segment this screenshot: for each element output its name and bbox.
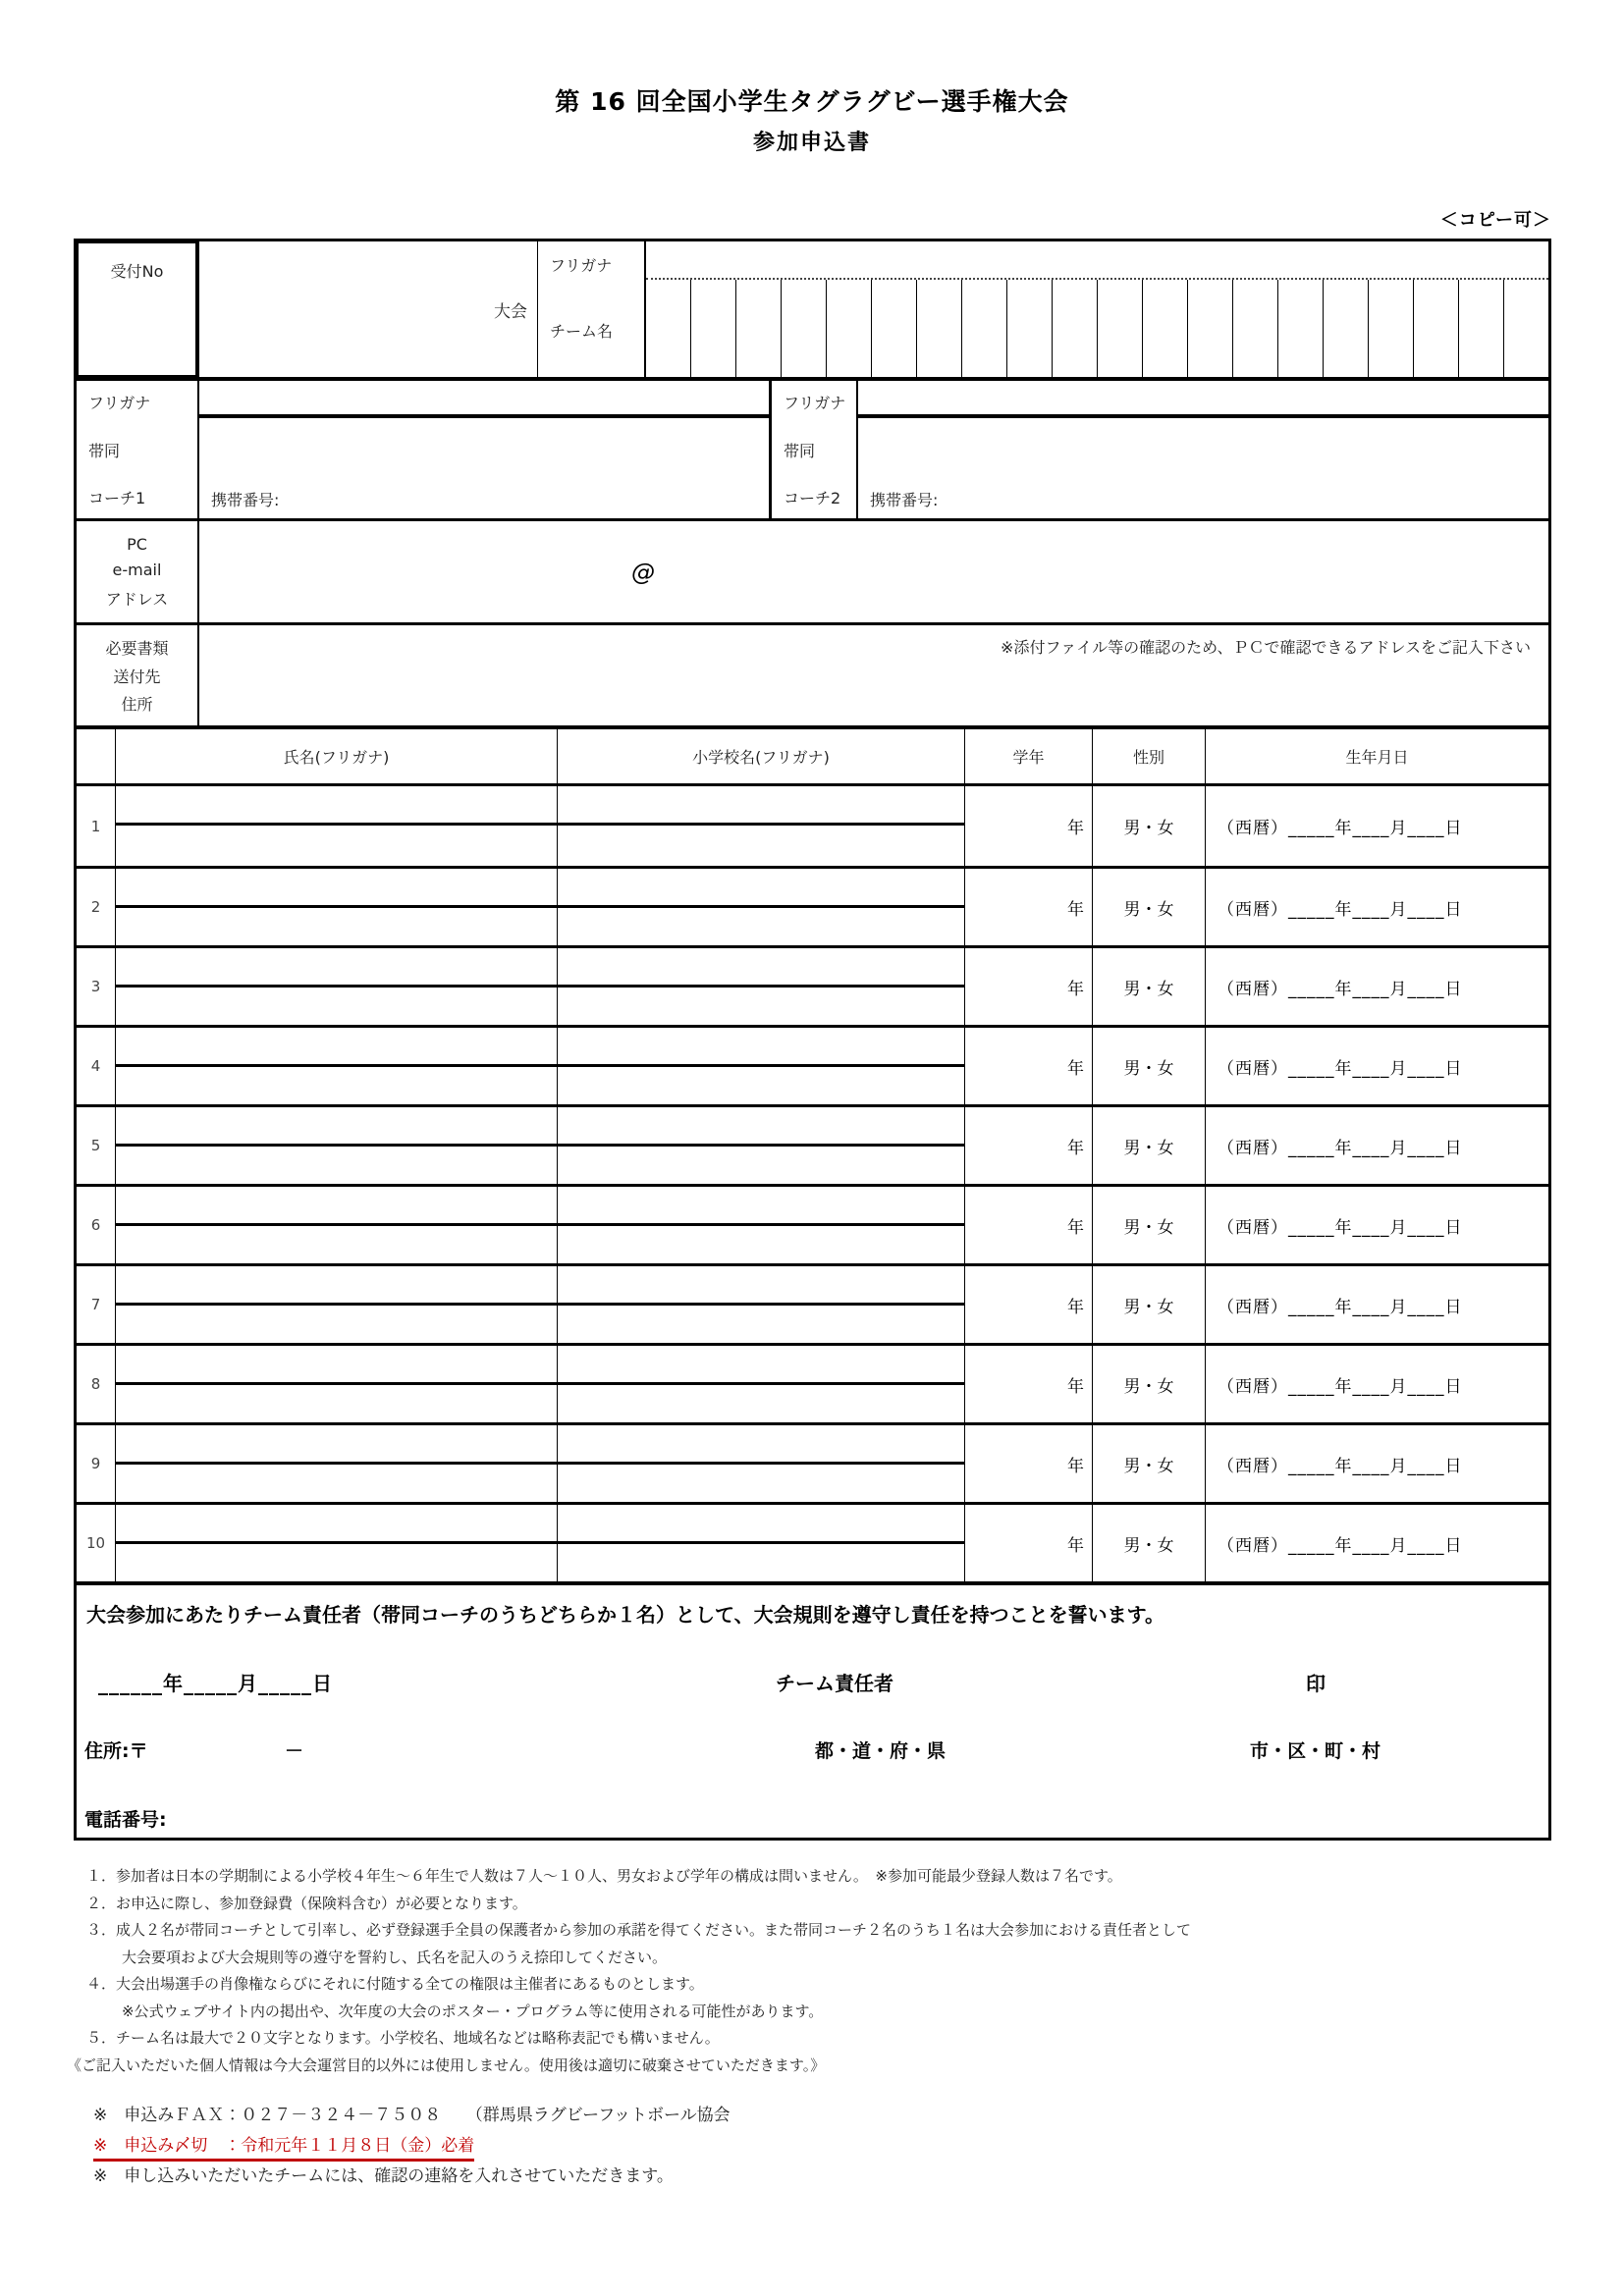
team-name-box[interactable] (826, 280, 871, 377)
player-name-field[interactable] (116, 988, 557, 1025)
at-symbol: @ (631, 558, 655, 586)
player-school-furigana-field[interactable] (558, 1187, 964, 1226)
email-label-line3: アドレス (105, 589, 169, 609)
player-name-field[interactable] (116, 826, 557, 866)
email-label-line1: PC (127, 534, 147, 554)
player-row (77, 866, 1548, 945)
player-school-field[interactable] (558, 1465, 964, 1502)
title-block (0, 82, 1624, 156)
reception-no-label: 受付No (110, 262, 164, 281)
player-school-cell (558, 869, 965, 945)
player-grade-field[interactable]: 年 (965, 786, 1093, 866)
player-school-furigana-field[interactable] (558, 869, 964, 908)
notes-section (67, 1863, 1589, 2079)
documents-note: ※添付ファイル等の確認のため、ＰＣで確認できるアドレスをご記入下さい (1001, 638, 1531, 657)
team-name-boxes (646, 278, 1548, 377)
pledge-section (77, 1581, 1548, 1838)
email-field[interactable] (199, 521, 1548, 622)
team-furigana-field[interactable] (646, 241, 1548, 278)
note-line: 大会要項および大会規則等の遵守を誓約し、氏名を記入のうえ捺印してください。 (122, 1948, 668, 1966)
coach2-furigana-field[interactable] (858, 381, 1548, 418)
player-school-furigana-field[interactable] (558, 948, 964, 988)
documents-address-field[interactable] (199, 625, 1548, 725)
player-number: 5 (77, 1107, 116, 1184)
coach1-label-line2: コーチ1 (88, 489, 146, 507)
team-name-grid (646, 241, 1548, 377)
player-grade-field[interactable]: 年 (965, 948, 1093, 1025)
player-grade-field[interactable]: 年 (965, 1107, 1093, 1184)
player-row (77, 1025, 1548, 1104)
form-title: 第 16 回全国小学生タグラグビー選手権大会 (555, 87, 1069, 116)
team-name-label: チーム名 (550, 322, 614, 341)
coach2-phone-label: 携帯番号: (870, 491, 939, 509)
email-label-cell (77, 521, 199, 622)
player-name-furigana-field[interactable] (116, 948, 557, 988)
player-sex-field[interactable]: 男・女 (1093, 1425, 1206, 1502)
team-name-box[interactable] (1368, 280, 1413, 377)
coach1-furigana-field[interactable] (199, 381, 769, 418)
player-sex-field[interactable]: 男・女 (1093, 1505, 1206, 1581)
coach-section (77, 377, 1548, 518)
coach2-name-field[interactable] (858, 418, 1548, 518)
player-sex-field[interactable]: 男・女 (1093, 1266, 1206, 1343)
note-line: ３．成人２名が帯同コーチとして引率し、必ず登録選手全員の保護者から参加の承諾を得てください。また帯同コーチ２名のうち１名は大会参加における責任者として (86, 1921, 1192, 1939)
player-name-cell (116, 1505, 558, 1581)
player-school-furigana-field[interactable] (558, 1107, 964, 1147)
team-furigana-label: フリガナ (550, 256, 613, 275)
team-name-box[interactable] (735, 280, 781, 377)
confirmation-line: ※ 申し込みいただいたチームには、確認の連絡を入れさせていただきます。 (93, 2166, 674, 2186)
player-sex-field[interactable]: 男・女 (1093, 1346, 1206, 1422)
coach1-name-field[interactable] (199, 418, 769, 518)
player-row (77, 1104, 1548, 1184)
pledge-statement: 大会参加にあたりチーム責任者（帯同コーチのうちどちらか１名）として、大会規則を遵守し責任を持つことを誓います。 (86, 1603, 1164, 1627)
note-line: ２．お申込に際し、参加登録費（保険料含む）が必要となります。 (86, 1894, 527, 1912)
player-row (77, 1422, 1548, 1502)
player-name-field[interactable] (116, 1385, 557, 1422)
player-number: 2 (77, 869, 116, 945)
player-name-field[interactable] (116, 1067, 557, 1104)
player-school-cell (558, 1266, 965, 1343)
player-school-furigana-field[interactable] (558, 1266, 964, 1306)
player-school-furigana-field[interactable] (558, 1425, 964, 1465)
team-name-box[interactable] (1142, 280, 1187, 377)
team-name-box[interactable] (1277, 280, 1323, 377)
coach1-content (199, 381, 772, 518)
email-label-line2: e-mail (112, 561, 162, 579)
player-number: 6 (77, 1187, 116, 1263)
player-name-field[interactable] (116, 1465, 557, 1502)
player-name-cell (116, 1187, 558, 1263)
player-school-field[interactable] (558, 908, 964, 945)
coach2-furigana-label: フリガナ (784, 394, 846, 412)
coach2-content (858, 381, 1548, 518)
player-birth-field[interactable]: （西暦）_____年____月____日 (1218, 1535, 1463, 1556)
player-grade-field[interactable]: 年 (965, 869, 1093, 945)
documents-label-line2: 送付先 (113, 667, 161, 686)
seal-label: 印 (1306, 1672, 1326, 1695)
header-name: 氏名(フリガナ) (116, 729, 558, 783)
player-name-cell (116, 1425, 558, 1502)
players-table (77, 725, 1548, 1581)
player-school-cell (558, 1028, 965, 1104)
player-sex-field[interactable]: 男・女 (1093, 786, 1206, 866)
footer-section (93, 2101, 731, 2192)
team-name-label-cell (538, 241, 646, 377)
player-name-furigana-field[interactable] (116, 1187, 557, 1226)
tournament-name-field[interactable] (199, 241, 538, 377)
player-school-furigana-field[interactable] (558, 1346, 964, 1385)
player-row (77, 1184, 1548, 1263)
team-name-box[interactable] (961, 280, 1006, 377)
player-name-furigana-field[interactable] (116, 1028, 557, 1067)
player-grade-field[interactable]: 年 (965, 1266, 1093, 1343)
prefecture-label: 都・道・府・県 (815, 1740, 947, 1762)
coach1-label-line1: 帯同 (88, 441, 121, 460)
player-sex-field[interactable]: 男・女 (1093, 948, 1206, 1025)
player-school-cell (558, 786, 965, 866)
player-grade-field[interactable]: 年 (965, 1187, 1093, 1263)
team-name-box[interactable] (646, 280, 690, 377)
postal-code-hyphen: － (285, 1740, 304, 1762)
player-birth-field[interactable]: （西暦）_____年____月____日 (1218, 1217, 1463, 1238)
player-school-field[interactable] (558, 1067, 964, 1104)
note-line: ５．チーム名は最大で２０文字となります。小学校名、地域名などは略称表記でも構いません。 (86, 2029, 720, 2047)
note-line: ４．大会出場選手の肖像権ならびにそれに付随する全ての権限は主催者にあるものとします。 (86, 1975, 704, 1993)
player-name-cell (116, 1028, 558, 1104)
player-name-cell (116, 869, 558, 945)
player-school-cell (558, 1505, 965, 1581)
coach1-furigana-label: フリガナ (88, 394, 151, 412)
player-birth-field[interactable]: （西暦）_____年____月____日 (1218, 1297, 1463, 1317)
player-name-field[interactable] (116, 908, 557, 945)
player-school-field[interactable] (558, 826, 964, 866)
header-number-cell (77, 729, 116, 783)
copy-allowed-note: ＜コピー可＞ (1439, 210, 1551, 231)
application-form-table (74, 239, 1551, 1841)
pledge-date-field[interactable]: ______年_____月_____日 (98, 1672, 333, 1695)
player-school-cell (558, 1425, 965, 1502)
player-school-cell (558, 1187, 965, 1263)
header-birth: 生年月日 (1345, 748, 1409, 767)
player-school-cell (558, 1107, 965, 1184)
player-name-field[interactable] (116, 1147, 557, 1184)
coach2-label-cell (772, 381, 858, 518)
coach1-phone-label: 携帯番号: (211, 491, 280, 509)
player-birth-field[interactable]: （西暦）_____年____月____日 (1218, 979, 1463, 999)
player-number: 9 (77, 1425, 116, 1502)
header-school: 小学校名(フリガナ) (558, 729, 965, 783)
player-grade-field[interactable]: 年 (965, 1028, 1093, 1104)
player-school-furigana-field[interactable] (558, 1505, 964, 1544)
coach2-label-line2: コーチ2 (784, 489, 841, 507)
city-label: 市・区・町・村 (1250, 1740, 1381, 1762)
player-birth-field[interactable]: （西暦）_____年____月____日 (1218, 819, 1463, 838)
player-name-furigana-field[interactable] (116, 786, 557, 826)
players-rows (77, 786, 1548, 1581)
header-sex: 性別 (1093, 729, 1206, 783)
player-row (77, 945, 1548, 1025)
player-name-furigana-field[interactable] (116, 1346, 557, 1385)
team-responsible-label: チーム責任者 (776, 1672, 893, 1695)
player-number: 3 (77, 948, 116, 1025)
player-grade-field[interactable]: 年 (965, 1346, 1093, 1422)
player-school-field[interactable] (558, 1306, 964, 1343)
team-name-box[interactable] (1503, 280, 1548, 377)
player-sex-field[interactable]: 男・女 (1093, 1028, 1206, 1104)
player-sex-field[interactable]: 男・女 (1093, 1107, 1206, 1184)
player-birth-field[interactable]: （西暦）_____年____月____日 (1218, 1058, 1463, 1079)
address-label: 住所:〒 (84, 1740, 148, 1762)
player-name-cell (116, 948, 558, 1025)
player-number: 7 (77, 1266, 116, 1343)
team-name-box[interactable] (916, 280, 961, 377)
documents-label-line1: 必要書類 (105, 639, 169, 659)
player-grade-field[interactable]: 年 (965, 1425, 1093, 1502)
header-grade: 学年 (965, 729, 1093, 783)
player-school-field[interactable] (558, 1226, 964, 1263)
player-school-furigana-field[interactable] (558, 1028, 964, 1067)
documents-label-cell (77, 625, 199, 725)
documents-address-section (77, 622, 1548, 725)
team-name-box[interactable] (1232, 280, 1277, 377)
reception-no-cell[interactable] (77, 241, 199, 377)
player-name-cell (116, 786, 558, 866)
player-number: 8 (77, 1346, 116, 1422)
player-row (77, 1263, 1548, 1343)
fax-line: ※ 申込みＦＡＸ：０２７－３２４－７５０８ （群馬県ラグビーフットボール協会 (93, 2106, 731, 2125)
player-school-cell (558, 948, 965, 1025)
player-row (77, 786, 1548, 866)
player-birth-field[interactable]: （西暦）_____年____月____日 (1218, 899, 1463, 920)
team-name-box[interactable] (1097, 280, 1142, 377)
team-name-box[interactable] (1323, 280, 1368, 377)
email-section (77, 518, 1548, 622)
player-birth-field[interactable]: （西暦）_____年____月____日 (1218, 1456, 1463, 1476)
coach1-label-cell (77, 381, 199, 518)
team-name-box[interactable] (1052, 280, 1097, 377)
player-number: 1 (77, 786, 116, 866)
player-name-furigana-field[interactable] (116, 1425, 557, 1465)
player-birth-field[interactable]: （西暦）_____年____月____日 (1218, 1376, 1463, 1397)
player-name-cell (116, 1107, 558, 1184)
privacy-note: 《ご記入いただいた個人情報は今大会運営目的以外には使用しません。使用後は適切に破棄させていただきます。》 (67, 2056, 826, 2074)
form-subtitle: 参加申込書 (752, 131, 871, 155)
player-school-cell (558, 1346, 965, 1422)
player-name-cell (116, 1346, 558, 1422)
player-sex-field[interactable]: 男・女 (1093, 1187, 1206, 1263)
team-name-box[interactable] (1006, 280, 1052, 377)
player-row (77, 1502, 1548, 1581)
note-line: １．参加者は日本の学期制による小学校４年生～６年生で人数は７人～１０人、男女および学年の構成は問いません。 ※参加可能最少登録人数は７名です。 (86, 1867, 1122, 1885)
player-grade-field[interactable]: 年 (965, 1505, 1093, 1581)
team-name-box[interactable] (1187, 280, 1232, 377)
team-name-box[interactable] (690, 280, 735, 377)
team-name-box[interactable] (1458, 280, 1503, 377)
player-name-furigana-field[interactable] (116, 1505, 557, 1544)
player-name-cell (116, 1266, 558, 1343)
player-name-field[interactable] (116, 1544, 557, 1581)
player-name-furigana-field[interactable] (116, 869, 557, 908)
player-number: 10 (77, 1505, 116, 1581)
player-school-field[interactable] (558, 988, 964, 1025)
coach2-label-line1: 帯同 (784, 441, 816, 460)
player-name-field[interactable] (116, 1226, 557, 1263)
deadline-line: ※ 申込み〆切 ：令和元年１１月８日（金）必着 (93, 2131, 731, 2162)
team-name-box[interactable] (871, 280, 916, 377)
player-school-field[interactable] (558, 1147, 964, 1184)
players-header-row (77, 729, 1548, 786)
player-name-field[interactable] (116, 1306, 557, 1343)
team-name-section (77, 241, 1548, 377)
phone-number-label: 電話番号: (84, 1809, 167, 1831)
player-birth-field[interactable]: （西暦）_____年____月____日 (1218, 1138, 1463, 1158)
player-row (77, 1343, 1548, 1422)
player-name-furigana-field[interactable] (116, 1107, 557, 1147)
player-name-furigana-field[interactable] (116, 1266, 557, 1306)
note-line: ※公式ウェブサイト内の掲出や、次年度の大会のポスター・プログラム等に使用される可能性があります。 (122, 2002, 824, 2020)
tournament-label: 大会 (494, 301, 527, 322)
team-name-box[interactable] (781, 280, 826, 377)
documents-label-line3: 住所 (121, 694, 153, 714)
team-name-box[interactable] (1413, 280, 1458, 377)
player-school-field[interactable] (558, 1544, 964, 1581)
player-school-furigana-field[interactable] (558, 786, 964, 826)
player-number: 4 (77, 1028, 116, 1104)
player-sex-field[interactable]: 男・女 (1093, 869, 1206, 945)
player-school-field[interactable] (558, 1385, 964, 1422)
